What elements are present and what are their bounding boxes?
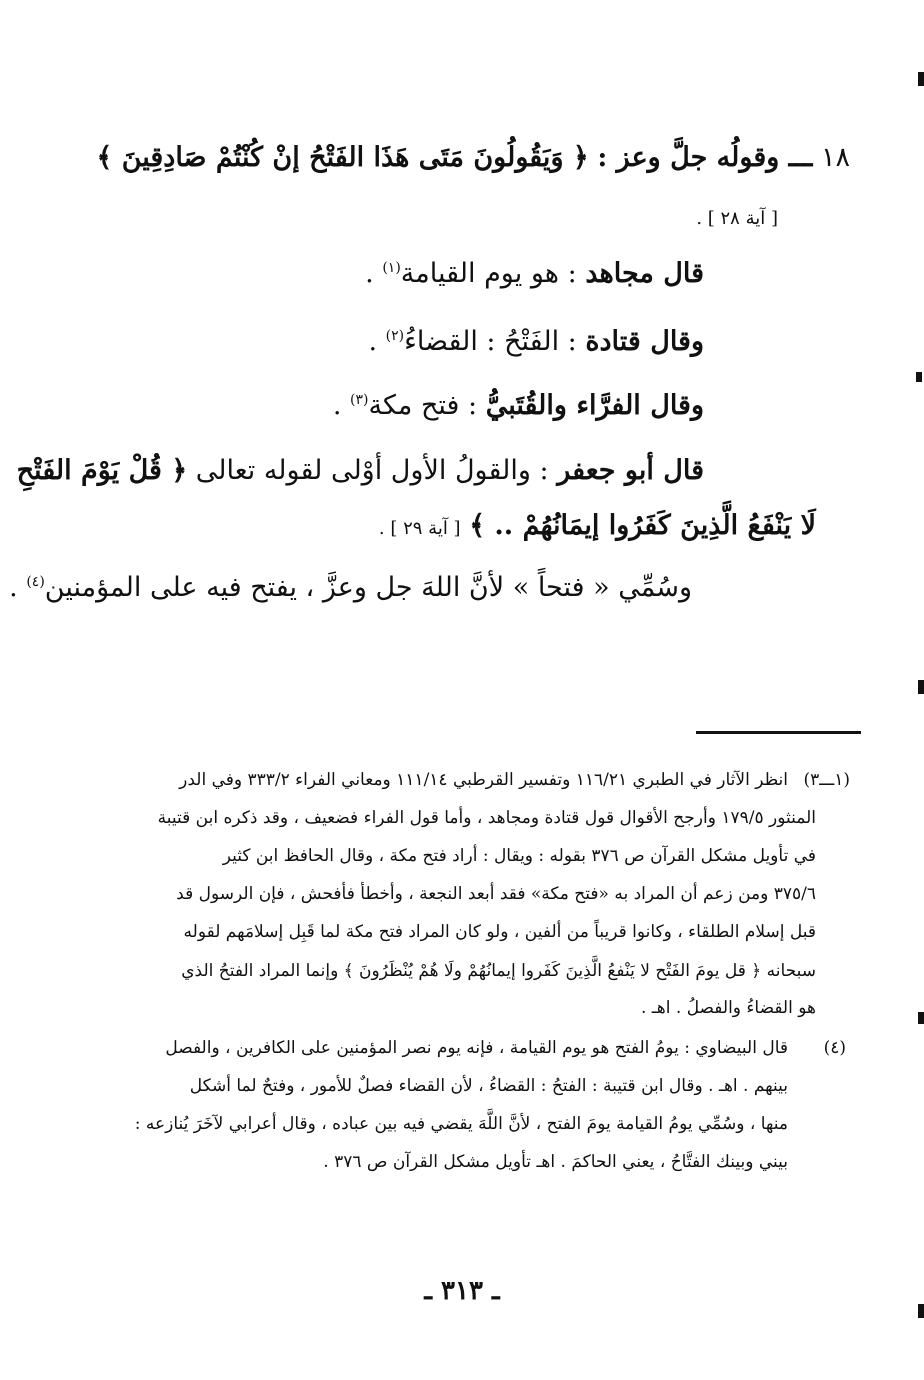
paragraph-naming: وسُمِّي « فتحاً » لأنَّ اللهَ جل وعزَّ ، يفتح فيه على المؤمنين$^{(٤)}$ .: [9, 572, 692, 603]
footnote-1-3-label: (١ـــ٣): [803, 770, 850, 790]
footnote-4-line: بينهم . اهـ . وقال ابن قتيبة : الفتحُ : القضاءُ ، لأن القضاء فصلٌ للأمور ، وفتحٌ لما أشكل: [189, 1076, 788, 1096]
speaker-name: وقال الفرَّاء والقُتَبيُّ: [485, 390, 704, 421]
scan-edge-mark: [918, 72, 924, 86]
footnote-4-line: قال البيضاوي : يومُ الفتح هو يوم القيامة ، فإنه يوم نصر المؤمنين على الكافرين ، والفصل: [165, 1038, 788, 1058]
heading-verse: ﴿ وَيَقُولُونَ مَتَى هَذَا الفَتْحُ إنْ كُنْتُمْ صَادِقِينَ ﴾: [96, 142, 589, 173]
paragraph-qatada: وقال قتادة : الفَتْحُ : القضاءُ$^{(٢)}$ .: [368, 326, 704, 357]
footnote-ref: (١): [382, 260, 401, 276]
page-number: ـ ٣١٣ ـ: [424, 1276, 500, 1306]
footnote-separator: [696, 731, 861, 734]
paragraph-abu-jafar-line1: [17, 455, 704, 486]
footnote-4-label: (٤): [823, 1038, 846, 1058]
heading-reference: [ آية ٢٨ ] .: [696, 208, 778, 229]
footnote-ref: (٢): [385, 328, 405, 344]
footnote-1-3-line: في تأويل مشكل القرآن ص ٣٧٦ بقوله : ويقال : أراد فتح مكة ، وقال الحافظ ابن كثير: [222, 846, 816, 866]
quote-text: : فتح مكة: [368, 390, 478, 421]
verse-reference: [ آية ٢٩ ] .: [378, 518, 461, 539]
quote-text: : والقولُ الأول أوْلى لقوله تعالى: [195, 455, 549, 486]
quote-text: : هو يوم القيامة: [400, 258, 577, 289]
heading-intro: ـــ وقولُه جلَّ وعز :: [597, 142, 813, 173]
scan-edge-mark: [916, 372, 922, 382]
scan-edge-mark: [918, 680, 924, 694]
paragraph-mujahid: قال مجاهد : هو يوم القيامة$^{(١)}$ .: [365, 258, 704, 289]
verse-text: لَا يَنْفَعُ الَّذِينَ كَفَرُوا إيمَانُهُمْ .. ﴾: [469, 510, 816, 541]
footnote-1-3-line: سبحانه ﴿ قل يومَ الفَتْح لا يَنْفعُ الَّذِينَ كَفَروا إيمانُهُمْ ولَا هُمْ يُنْظَرُونَ ﴾ وإنما المراد الفتحُ الذي: [181, 961, 816, 981]
speaker-name: قال أبو جعفر: [557, 455, 704, 486]
footnote-4-line: منها ، وسُمِّي يومُ القيامة يومَ الفتح ، لأنَّ اللَّهَ يقضي فيه بين عباده ، وقال أعرابي لآخَرَ يُنازعه :: [134, 1114, 788, 1134]
heading-line: [96, 142, 850, 173]
footnote-ref: (٤): [26, 574, 45, 590]
footnote-1-3-line: انظر الآثار في الطبري ١١٦/٢١ وتفسير القرطبي ١١١/١٤ ومعاني الفراء ٣٣٣/٢ وفي الدر: [179, 770, 788, 790]
heading-number: ١٨: [820, 142, 850, 173]
body-text: وسُمِّي « فتحاً » لأنَّ اللهَ جل وعزَّ ، يفتح فيه على المؤمنين: [44, 572, 692, 603]
quote-text: : الفَتْحُ : القضاءُ: [404, 326, 577, 357]
footnote-ref: (٣): [350, 392, 369, 408]
footnote-4-line: بيني وبينك الفتَّاحُ ، يعني الحاكمَ . اهـ تأويل مشكل القرآن ص ٣٧٦ .: [323, 1152, 788, 1172]
footnote-1-3-line: المنثور ١٧٩/٥ وأرجح الأقوال قول قتادة ومجاهد ، وأما قول الفراء فضعيف ، وقد ذكره ابن قتيبة: [157, 808, 816, 828]
speaker-name: قال مجاهد: [585, 258, 704, 289]
scan-edge-mark: [918, 1012, 924, 1024]
footnote-1-3-line: قبل إسلام الطلقاء ، وكانوا قريباً من ألفين ، ولو كان المراد فتح مكة لما قَبِل إسلامَهم لقوله: [183, 922, 816, 942]
footnote-1-3-line: هو القضاءُ والفصلُ . اهـ .: [641, 998, 816, 1018]
verse-text: ﴿ قُلْ يَوْمَ الفَتْحِ: [16, 455, 188, 486]
paragraph-abu-jafar-line2: [379, 510, 816, 541]
paragraph-farra: وقال الفرَّاء والقُتَبيُّ : فتح مكة$^{(٣)}$ .: [332, 390, 704, 421]
footnote-1-3-line: ٣٧٥/٦ ومن زعم أن المراد به «فتح مكة» فقد أبعد النجعة ، وأخطأ فأفحش ، فإن الرسول قد: [176, 884, 816, 904]
scan-edge-mark: [918, 1304, 924, 1318]
speaker-name: وقال قتادة: [585, 326, 704, 357]
